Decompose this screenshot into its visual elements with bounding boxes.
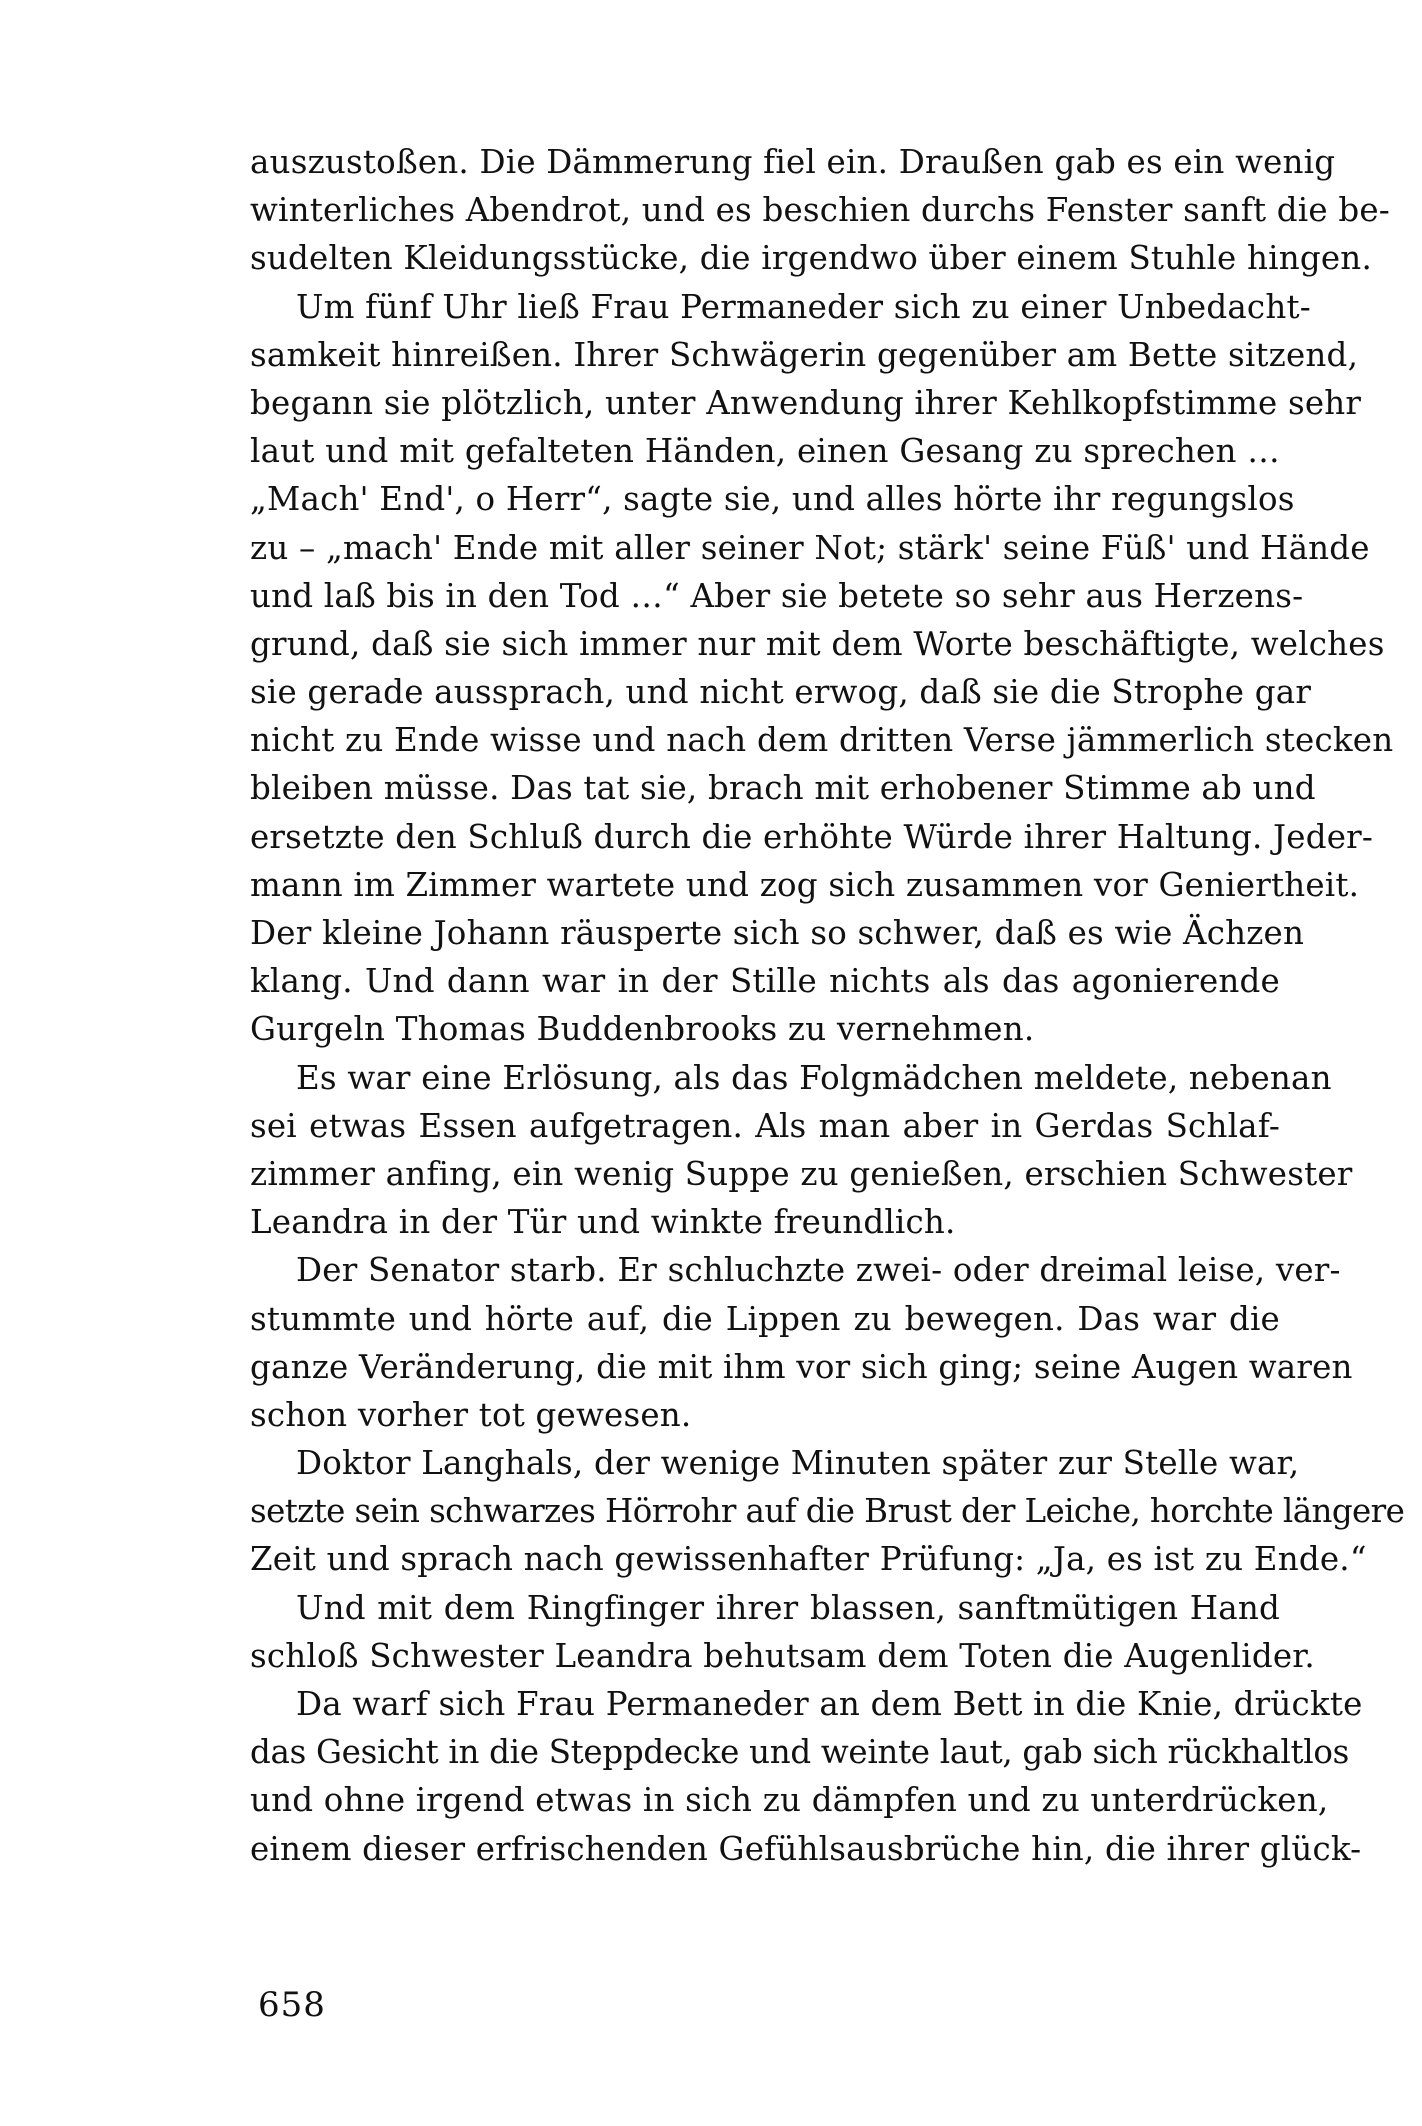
text-line: mann im Zimmer wartete und zog sich zusammen vor Geniertheit. [250,865,1360,904]
text-line: sie gerade aussprach, und nicht erwog, daß sie die Strophe gar [250,673,1312,712]
paragraph-2 [250,283,1394,1054]
text-line: stummte und hörte auf, die Lippen zu bewegen. Das war die [250,1299,1280,1338]
book-page-text [250,138,1405,1873]
paragraph-4 [250,1246,1353,1439]
text-line: nicht zu Ende wisse und nach dem dritten Verse jämmerlich stecken [250,721,1394,760]
text-line: winterliches Abendrot, und es beschien durchs Fenster sanft die be- [250,191,1390,230]
text-line: klang. Und dann war in der Stille nichts als das agonierende [250,962,1280,1001]
text-line: Es war eine Erlösung, als das Folgmädchen meldete, nebenan [296,1058,1332,1097]
text-line: und ohne irgend etwas in sich zu dämpfen und zu unterdrücken, [250,1781,1329,1820]
text-line: einem dieser erfrischenden Gefühlsausbrüche hin, die ihrer glück- [250,1829,1362,1868]
paragraph-5 [250,1439,1405,1584]
text-line: begann sie plötzlich, unter Anwendung ihrer Kehlkopfstimme sehr [250,383,1362,422]
paragraph-1 [250,138,1390,283]
text-line: ganze Veränderung, die mit ihm vor sich ging; seine Augen waren [250,1347,1353,1386]
text-line: Da warf sich Frau Permaneder an dem Bett in die Knie, drückte [296,1685,1363,1723]
paragraph-6 [250,1584,1315,1680]
text-line: Um fünf Uhr ließ Frau Permaneder sich zu einer Unbedacht- [296,287,1311,326]
page-number: 658 [258,1985,326,2025]
text-line: Und mit dem Ringfinger ihrer blassen, sanftmütigen Hand [296,1588,1280,1627]
text-line: sudelten Kleidungsstücke, die irgendwo über einem Stuhle hingen. [250,239,1372,278]
text-line: zimmer anfing, ein wenig Suppe zu genießen, erschien Schwester [250,1154,1353,1193]
text-line: setzte sein schwarzes Hörrohr auf die Brust der Leiche, horchte längere [250,1492,1405,1531]
paragraph-7 [250,1680,1363,1873]
text-line: ersetzte den Schluß durch die erhöhte Würde ihrer Haltung. Jeder- [250,817,1374,856]
text-line: „Mach' End', o Herr“, sagte sie, und alles hörte ihr regungslos [250,480,1295,519]
text-line: samkeit hinreißen. Ihrer Schwägerin gegenüber am Bette sitzend, [250,335,1359,374]
text-line: auszustoßen. Die Dämmerung fiel ein. Draußen gab es ein wenig [250,143,1336,181]
text-line: bleiben müsse. Das tat sie, brach mit erhobener Stimme ab und [250,769,1316,808]
text-line: grund, daß sie sich immer nur mit dem Worte beschäftigte, welches [250,624,1385,663]
paragraph-3 [250,1054,1353,1247]
text-line: sei etwas Essen aufgetragen. Als man aber in Gerdas Schlaf- [250,1106,1280,1145]
text-line: und laß bis in den Tod …“ Aber sie betete so sehr aus Herzens- [250,576,1304,615]
text-line: schloß Schwester Leandra behutsam dem Toten die Augenlider. [250,1636,1315,1675]
text-line: Doktor Langhals, der wenige Minuten später zur Stelle war, [296,1444,1300,1483]
text-line: Leandra in der Tür und winkte freundlich. [250,1203,956,1242]
text-line: zu – „mach' Ende mit aller seiner Not; stärk' seine Füß' und Hände [250,528,1370,567]
text-line: laut und mit gefalteten Händen, einen Gesang zu sprechen … [250,432,1280,471]
text-line: Der Senator starb. Er schluchzte zwei- oder dreimal leise, ver- [296,1251,1341,1290]
text-line: Der kleine Johann räusperte sich so schwer, daß es wie Ächzen [250,914,1305,952]
text-line: das Gesicht in die Steppdecke und weinte laut, gab sich rückhaltlos [250,1733,1350,1772]
text-line: Gurgeln Thomas Buddenbrooks zu vernehmen. [250,1010,1035,1049]
text-line: Zeit und sprach nach gewissenhafter Prüfung: „Ja, es ist zu Ende.“ [250,1540,1367,1579]
text-line: schon vorher tot gewesen. [250,1395,692,1434]
